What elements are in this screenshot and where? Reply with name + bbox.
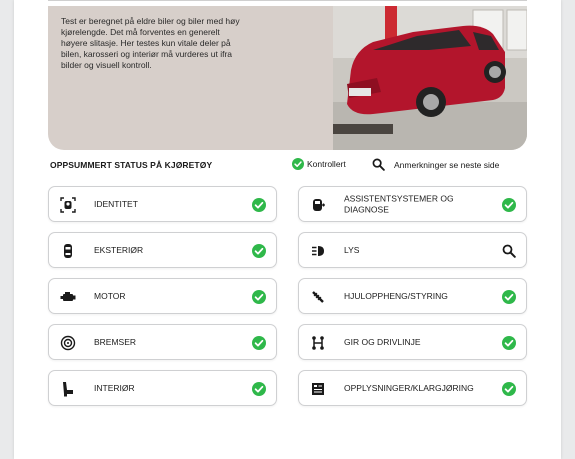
status-label: ASSISTENTSYSTEMER OG DIAGNOSE xyxy=(344,193,454,214)
check-icon xyxy=(252,336,266,350)
status-label: HJULOPPHENG/STYRING xyxy=(344,290,448,301)
check-icon xyxy=(502,336,516,350)
summary-title: OPPSUMMERT STATUS PÅ KJØRETØY xyxy=(50,160,213,170)
car-seat-icon xyxy=(60,381,76,397)
check-icon xyxy=(252,198,266,212)
status-label: IDENTITET xyxy=(94,198,138,209)
status-card-brakes[interactable] xyxy=(48,324,277,360)
brake-disc-icon xyxy=(60,335,76,351)
legend-ok-label: Kontrollert xyxy=(307,159,346,169)
status-card-suspension[interactable] xyxy=(298,278,527,314)
status-card-info[interactable] xyxy=(298,370,527,406)
check-icon xyxy=(252,382,266,396)
magnifier-icon xyxy=(372,158,385,171)
status-label: BREMSER xyxy=(94,336,137,347)
status-card-diagnostics[interactable] xyxy=(298,186,527,222)
car-photo xyxy=(333,6,527,150)
identity-icon xyxy=(60,197,76,213)
status-card-interior[interactable] xyxy=(48,370,277,406)
check-icon xyxy=(292,158,304,170)
info-sheet-icon xyxy=(310,381,326,397)
status-card-identity[interactable] xyxy=(48,186,277,222)
status-label: OPPLYSNINGER/KLARGJØRING xyxy=(344,382,474,393)
check-icon xyxy=(252,290,266,304)
status-card-engine[interactable] xyxy=(48,278,277,314)
check-icon xyxy=(502,198,516,212)
status-label: GIR OG DRIVLINJE xyxy=(344,336,421,347)
suspension-icon xyxy=(310,289,326,305)
car-exterior-icon xyxy=(60,243,76,259)
status-label: EKSTERIØR xyxy=(94,244,144,255)
status-label: INTERIØR xyxy=(94,382,135,393)
check-icon xyxy=(502,382,516,396)
status-label: MOTOR xyxy=(94,290,126,301)
engine-icon xyxy=(60,289,76,305)
legend-ok xyxy=(292,158,346,170)
magnifier-icon xyxy=(502,244,516,258)
status-label: LYS xyxy=(344,244,360,255)
status-card-drivetrain[interactable] xyxy=(298,324,527,360)
gearbox-icon xyxy=(310,335,326,351)
check-icon xyxy=(252,244,266,258)
intro-text: Test er beregnet på eldre biler og biler med høy kjørelengde. Det må forventes en generelt høyere slitasje. Her testes kun vitale deler på bilen, karosseri og interiør må vurderes ut ifra bilder og visuell kontroll. xyxy=(61,16,240,70)
check-icon xyxy=(502,290,516,304)
status-card-lights[interactable] xyxy=(298,232,527,268)
divider xyxy=(48,0,527,1)
diagnostics-icon xyxy=(310,197,326,213)
legend-remark-label: Anmerkninger se neste side xyxy=(394,159,500,170)
status-card-exterior[interactable] xyxy=(48,232,277,268)
headlight-icon xyxy=(310,243,326,259)
legend-remark xyxy=(372,158,499,171)
report-page xyxy=(14,0,561,459)
intro-panel xyxy=(48,6,527,150)
